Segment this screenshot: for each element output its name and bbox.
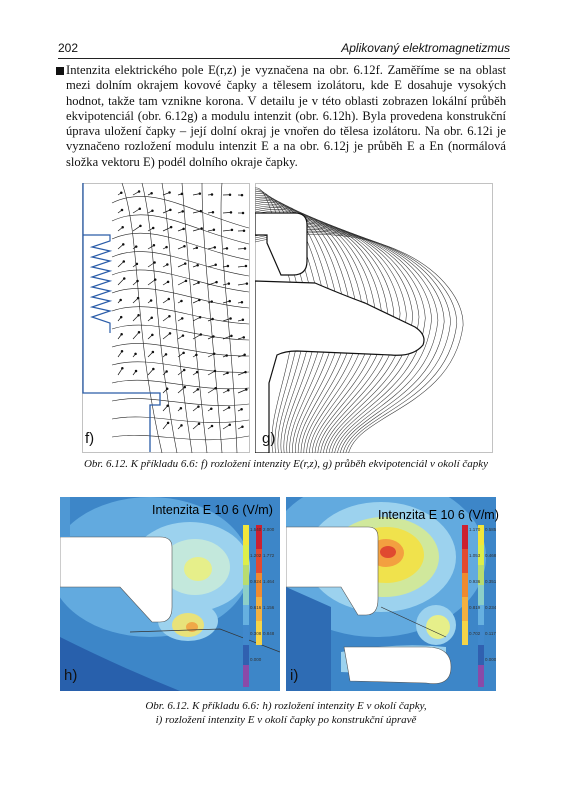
f-vector-arrowhead [228, 283, 230, 285]
f-vector-arrowhead [169, 209, 171, 211]
f-vector-arrowhead [151, 192, 153, 194]
figure-g-equipotentials [255, 183, 493, 453]
f-vector-arrowhead [184, 386, 186, 388]
figure-f-vector-field [82, 183, 250, 453]
f-vector-arrowhead [198, 299, 200, 301]
f-vector-arrowhead [241, 301, 243, 303]
f-vector-arrowhead [138, 191, 140, 193]
f-vector-arrowhead [169, 315, 171, 317]
bullet-square [56, 67, 64, 75]
colorbar-tick-label: 0.000 [250, 657, 262, 662]
f-vector-arrowhead [169, 332, 171, 334]
f-vector-arrowhead [213, 353, 215, 355]
f-vector-arrowhead [122, 226, 124, 228]
f-vector-arrowhead [198, 406, 200, 408]
f-vector-arrowhead [212, 318, 214, 320]
f-vector-arrowhead [135, 370, 137, 372]
colorbar-tick-label: 1.540 [250, 527, 262, 532]
f-vector-arrowhead [231, 335, 233, 337]
f-vector-arrowhead [242, 212, 244, 214]
colorbar-tick-label: 0.936 [469, 579, 481, 584]
f-vector-arrowhead [184, 263, 186, 265]
f-vector-arrowhead [245, 265, 247, 267]
figure-bottom-caption-line2: i) rozložení intenzity E v okolí čapky po konstrukční úpravě [155, 714, 417, 726]
f-vector-arrowhead [140, 225, 142, 227]
f-vector-arrowhead [154, 279, 156, 281]
f-vector-arrowhead [167, 405, 169, 407]
f-vector-arrowhead [197, 264, 199, 266]
f-vector-arrowhead [168, 298, 170, 300]
f-vector-arrowhead [184, 245, 186, 247]
colorbar-tick-label: 0.117 [485, 631, 496, 636]
f-vector-arrowhead [213, 229, 215, 231]
f-vector-arrowhead [181, 300, 183, 302]
colorbar-tick-label: 0.702 [469, 631, 481, 636]
colorbar-tick-label: 1.202 [250, 553, 262, 558]
colorbar-tick-label: 0.616 [250, 605, 262, 610]
colorbar-tick-label: 1.170 [469, 527, 481, 532]
f-vector-arrowhead [199, 316, 201, 318]
f-vector-arrowhead [213, 336, 215, 338]
f-vector-arrowhead [200, 210, 202, 212]
colorbar-tick-label: 0.468 [485, 553, 496, 558]
f-vector-arrowhead [230, 211, 232, 213]
f-vector-arrowhead [153, 244, 155, 246]
f-vector-arrowhead [200, 334, 202, 336]
f-vector-arrowhead [246, 283, 248, 285]
colorbar-tick-label: 0.308 [250, 631, 262, 636]
f-vector-arrowhead [230, 318, 232, 320]
f-vector-arrowhead [165, 353, 167, 355]
f-vector-arrowhead [243, 230, 245, 232]
page-header [58, 40, 510, 59]
f-vector-arrowhead [229, 194, 231, 196]
f-vector-arrowhead [216, 281, 218, 283]
colorbar-tick-label: 0.819 [469, 605, 481, 610]
f-vector-arrowhead [123, 261, 125, 263]
f-vector-arrowhead [120, 192, 122, 194]
f-vector-arrowhead [245, 371, 247, 373]
figure-label-i: i) [290, 667, 299, 684]
f-vector-arrowhead [210, 408, 212, 410]
figure-i-field-map [286, 497, 496, 691]
colorbar-tick-label: 0.848 [263, 631, 275, 636]
f-vector-arrowhead [154, 262, 156, 264]
f-vector-arrowhead [152, 210, 154, 212]
f-vector-arrowhead [199, 193, 201, 195]
f-vector-arrowhead [211, 301, 213, 303]
f-vector-arrowhead [166, 246, 168, 248]
f-vector-arrowhead [228, 407, 230, 409]
f-vector-arrowhead [229, 300, 231, 302]
colorbar-tick-label: 2.000 [263, 527, 275, 532]
f-vector-arrowhead [211, 425, 213, 427]
f-vector-arrowhead [166, 264, 168, 266]
colorbar-tick-label: 0.924 [250, 579, 262, 584]
f-vector-arrowhead [136, 263, 138, 265]
f-vector-arrowhead [120, 316, 122, 318]
colorbar-tick-label: 1.464 [263, 579, 275, 584]
colorbar-tick-label: 0.234 [485, 605, 496, 610]
f-vector-arrowhead [151, 317, 153, 319]
f-vector-arrowhead [166, 388, 168, 390]
figure-bottom-caption-line1: Obr. 6.12. K příkladu 6.6: h) rozložení intenzity E v okolí čapky, [145, 700, 427, 712]
f-vector-arrowhead [244, 248, 246, 250]
f-vector-arrowhead [226, 247, 228, 249]
f-vector-arrowhead [181, 425, 183, 427]
figure-top-caption: Obr. 6.12. K příkladu 6.6: f) rozložení intenzity E(r,z), g) průběh ekvipotenciál v okolí čapky [83, 458, 489, 470]
f-vector-arrowhead [121, 209, 123, 211]
f-vector-arrowhead [198, 423, 200, 425]
f-vector-arrowhead [242, 319, 244, 321]
f-vector-arrowhead [121, 333, 123, 335]
f-vector-arrowhead [244, 354, 246, 356]
f-vector-arrowhead [227, 389, 229, 391]
f-vector-arrowhead [211, 194, 213, 196]
f-vector-arrowhead [242, 426, 244, 428]
f-vector-arrowhead [241, 194, 243, 196]
f-vector-arrowhead [150, 300, 152, 302]
f-vector-arrowhead [245, 389, 247, 391]
f-vector-arrowhead [121, 367, 123, 369]
colorbar-tick-label: 0.000 [485, 657, 496, 662]
colorbar-tick-label: 0.585 [485, 527, 496, 532]
f-vector-arrowhead [139, 208, 141, 210]
f-vector-arrowhead [212, 211, 214, 213]
f-vector-arrowhead [120, 299, 122, 301]
running-title: Aplikovaný elektromagnetizmus [341, 41, 510, 55]
f-vector-arrowhead [183, 369, 185, 371]
f-vector-arrowhead [135, 353, 137, 355]
f-vector-arrowhead [241, 408, 243, 410]
f-vector-arrowhead [231, 229, 233, 231]
f-vector-arrowhead [215, 387, 217, 389]
figure-label-f: f) [85, 430, 95, 447]
f-vector-arrowhead [196, 247, 198, 249]
f-vector-arrowhead [122, 243, 124, 245]
f-vector-arrowhead [167, 281, 169, 283]
f-vector-arrowhead [183, 228, 185, 230]
f-vector-arrowhead [166, 371, 168, 373]
f-vector-arrowhead [121, 350, 123, 352]
f-vector-arrowhead [138, 314, 140, 316]
f-vector-arrowhead [227, 265, 229, 267]
colorbar-tick-label: 1.772 [263, 553, 275, 558]
f-vector-arrowhead [214, 370, 216, 372]
figure-label-h: h) [64, 667, 78, 684]
f-vector-arrowhead [181, 193, 183, 195]
f-vector-arrowhead [229, 424, 231, 426]
f-vector-arrowhead [180, 407, 182, 409]
f-vector-arrowhead [181, 317, 183, 319]
colorbar-tick-label: 0.351 [485, 579, 496, 584]
f-vector-arrowhead [185, 280, 187, 282]
f-vector-arrowhead [196, 371, 198, 373]
f-vector-arrowhead [137, 280, 139, 282]
body-paragraph: Intenzita elektrického pole E(r,z) je vyznačena na obr. 6.12f. Zaměříme se na oblast mezi dolním okrajem kovové čapky a tělesem izolátoru, kde E dosahuje vysokých hodnot, takže tam vznikne korona. V detailu je v této oblasti zobrazen lokální průběh ekvipotenciál (obr. 6.12g) a modulu intenzit (obr. 6.12h). Byla provedena konstrukční úprava uložení čapky – její dolní okraj je vnořen do tělesa izolátoru. Na obr. 6.12i je vyznačeno rozložení modulu intenzit E a na obr. 6.12j je průběh E a En (normálová složka vektoru E) podél dolního okraje čapky. [66, 63, 506, 169]
f-vector-arrowhead [215, 264, 217, 266]
f-vector-arrowhead [214, 246, 216, 248]
f-vector-arrowhead [197, 389, 199, 391]
f-vector-arrowhead [169, 192, 171, 194]
f-vector-arrowhead [123, 278, 125, 280]
figure-h-colorbar-title: Intenzita E 10 6 (V/m) [152, 503, 273, 517]
f-vector-arrowhead [152, 351, 154, 353]
f-vector-arrowhead [182, 335, 184, 337]
f-vector-arrowhead [195, 354, 197, 356]
f-vector-arrowhead [183, 352, 185, 354]
colorbar-tick-label: 1.156 [263, 605, 275, 610]
f-vector-arrowhead [201, 228, 203, 230]
f-vector-arrowhead [243, 336, 245, 338]
f-vector-arrowhead [152, 368, 154, 370]
f-vector-arrowhead [170, 226, 172, 228]
f-vector-arrowhead [137, 297, 139, 299]
f-vector-arrowhead [227, 372, 229, 374]
page-number: 202 [58, 41, 79, 55]
f-vector-arrowhead [226, 355, 228, 357]
figure-label-g: g) [262, 430, 276, 447]
figure-i-colorbar-title: Intenzita E 10 6 (V/m) [378, 508, 499, 522]
figure-h-field-map [60, 497, 280, 691]
f-vector-arrowhead [167, 422, 169, 424]
f-vector-arrowhead [182, 211, 184, 213]
f-vector-arrowhead [135, 246, 137, 248]
colorbar-tick-label: 1.053 [469, 553, 481, 558]
f-vector-arrowhead [151, 334, 153, 336]
f-vector-arrowhead [198, 282, 200, 284]
f-vector-arrowhead [138, 331, 140, 333]
f-vector-arrowhead [152, 227, 154, 229]
